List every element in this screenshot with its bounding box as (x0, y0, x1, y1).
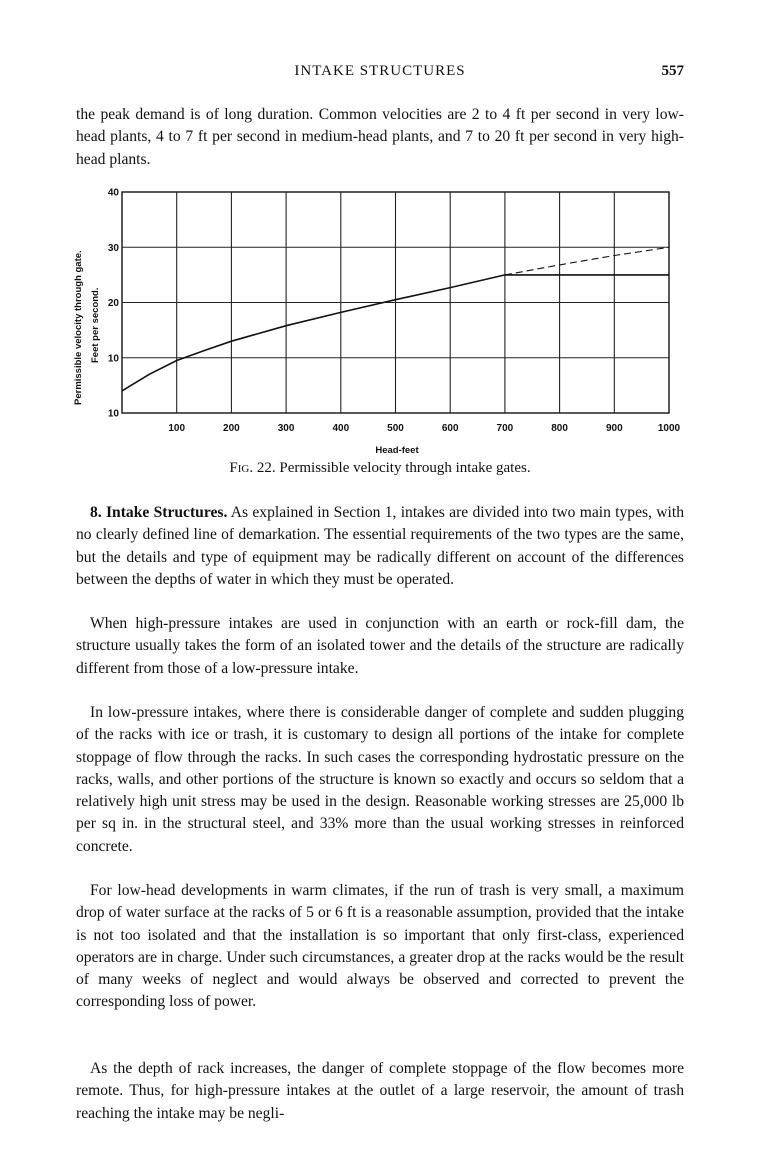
x-tick-labels (168, 423, 680, 434)
page-number: 557 (661, 63, 684, 79)
section-8-paragraph-4: For low-head developments in warm climates, if the run of trash is very small, a maximum drop of water surface at the racks of 5 or 6 ft is a reasonable assumption, provided that the intake is not too isolated and that the installation is so important that only first-class, experienced operators are in charge. Under such circumstances, a greater drop at the racks would be the result of many weeks of neglect and would always be observed and corrected to prevent the corresponding loss of power. (76, 882, 684, 1011)
running-head: INTAKE STRUCTURES (294, 63, 466, 79)
x-tick-label: 700 (496, 423, 514, 434)
figure-caption-text: Permissible velocity through intake gates. (279, 460, 531, 476)
section-8-paragraph-5: As the depth of rack increases, the danger of complete stoppage of the flow becomes more remote. Thus, for high-pressure intakes at the outlet of a large reservoir, the amount of trash reaching the intake may be negli- (76, 1060, 684, 1122)
section-8-text-1: As explained in Section 1, intakes are divided into two main types, with no clearly defined line of demarkation. The essential requirements of the two types are the same, but the details and type of equipment may be radically different on account of the differences between the depths of water in which they must be operated. (76, 504, 684, 588)
velocity-chart (60, 185, 690, 457)
intro-paragraph: the peak demand is of long duration. Common velocities are 2 to 4 ft per second in very low-head plants, 4 to 7 ft per second in medium-head plants, and 7 to 20 ft per second in very high-head plants. (76, 106, 684, 168)
y-tick-label: 10 (107, 353, 119, 365)
x-tick-label: 800 (551, 423, 568, 434)
x-tick-label: 300 (277, 423, 295, 434)
y-tick-label: 30 (107, 242, 119, 254)
y-tick-labels (108, 188, 120, 420)
figure-caption (76, 460, 684, 477)
section-title: Intake Structures. (105, 504, 228, 521)
section-8-paragraph-1 (76, 502, 684, 591)
dashed-curve (505, 247, 669, 275)
x-tick-label: 600 (441, 423, 459, 434)
x-tick-label: 400 (332, 423, 350, 434)
page-header (76, 63, 684, 85)
y-tick-label: 40 (107, 187, 119, 199)
x-tick-label: 900 (605, 423, 623, 434)
x-tick-label: 100 (168, 423, 186, 434)
figure-label: Fig. 22. (229, 460, 276, 476)
x-tick-label: 500 (387, 423, 404, 434)
x-tick-label: 200 (223, 423, 240, 434)
x-axis-title: Head-feet (375, 445, 419, 456)
section-number: 8. (90, 504, 102, 521)
y-axis-subtitle: Feet per second. (90, 287, 101, 363)
x-tick-label: 1000 (657, 423, 681, 434)
y-axis-title: Permissible velocity through gate. (73, 250, 84, 405)
chart-grid (122, 192, 669, 413)
section-8-paragraph-2: When high-pressure intakes are used in conjunction with an earth or rock-fill dam, the structure usually takes the form of an isolated tower and the details of the structure are radically different from those of a low-pressure intake. (76, 615, 684, 677)
y-tick-label: 20 (107, 298, 119, 309)
y-tick-label: 10 (107, 408, 119, 420)
section-8-paragraph-3: In low-pressure intakes, where there is considerable danger of complete and sudden plugging of the racks with ice or trash, it is customary to design all portions of the intake for complete stoppage of flow through the racks. In such cases the corresponding hydrostatic pressure on the racks, walls, and other portions of the structure is known so exactly and occurs so seldom that a relatively high unit stress may be used in the design. Reasonable working stresses are 25,000 lb per sq in. in the structural steel, and 33% more than the usual working stresses in reinforced concrete. (76, 704, 684, 855)
